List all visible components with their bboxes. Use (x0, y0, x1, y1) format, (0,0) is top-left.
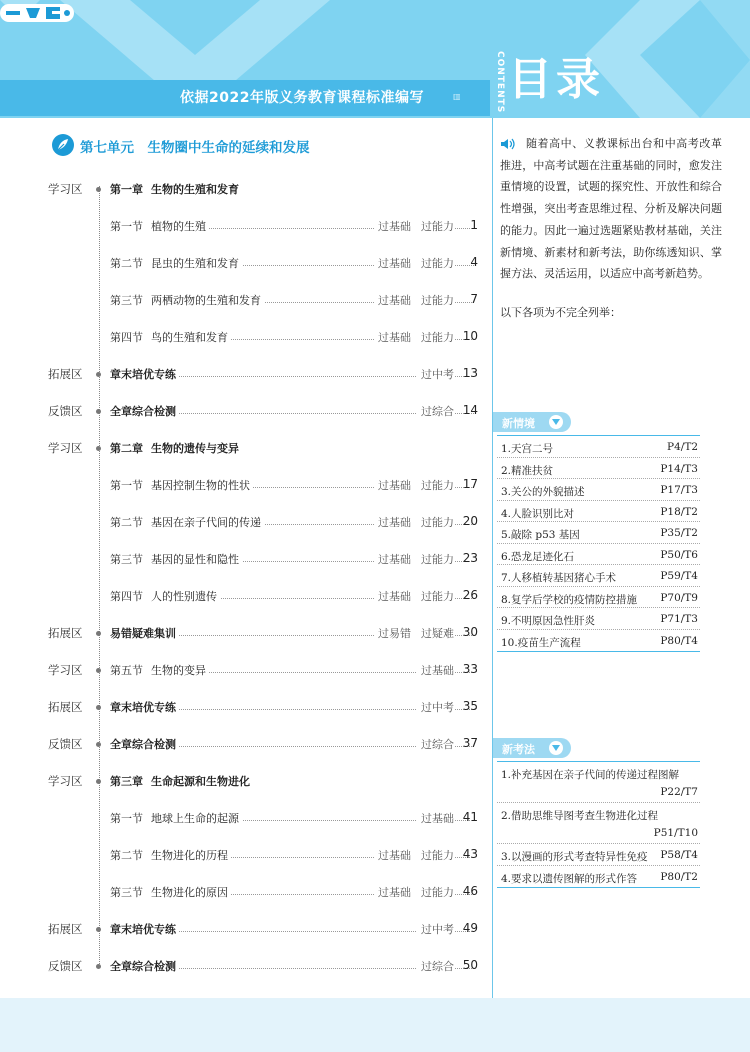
toc-tag: 过基础 (421, 812, 454, 825)
zone-dot (96, 779, 101, 784)
list-item[interactable] (497, 608, 700, 630)
toc-row[interactable] (110, 366, 478, 382)
toc-entry-label (110, 218, 209, 234)
toc-entry-title: 植物的生殖 (151, 220, 206, 233)
toc-tags (374, 847, 454, 863)
list-item-page: P17/T3 (660, 484, 698, 496)
list-item[interactable] (497, 762, 700, 803)
list-item[interactable] (497, 544, 700, 566)
toc-section-number: 第二节 (110, 257, 143, 270)
toc-tags (374, 884, 454, 900)
new-method-tag (493, 738, 571, 758)
toc-tags (417, 810, 454, 826)
toc-entry-title: 基因控制生物的性状 (151, 479, 250, 492)
toc-entry-title: 全章综合检测 (110, 405, 176, 418)
list-item-title: 4.人脸识别比对 (501, 507, 575, 520)
toc-tags (374, 255, 454, 271)
new-method-label: 新考法 (502, 743, 535, 756)
list-item[interactable] (497, 479, 700, 501)
list-item[interactable] (497, 458, 700, 480)
zone-label: 反馈区 (48, 959, 83, 973)
toc-row[interactable] (110, 218, 478, 234)
toc-tag: 过能力 (421, 294, 454, 307)
toc-section-number: 第三节 (110, 553, 143, 566)
toc-section-number: 第四节 (110, 331, 143, 344)
toc-tag: 过基础 (378, 294, 411, 307)
toc-entry-title: 全章综合检测 (110, 738, 176, 751)
toc-entry-title: 生物的遗传与变异 (151, 442, 239, 455)
toc-page-number: 13 (462, 366, 478, 380)
subtitle-mark: ▥ (453, 92, 461, 101)
toc-page-number: 17 (462, 477, 478, 491)
zone-label: 反馈区 (48, 404, 83, 418)
toc-page-number: 37 (462, 736, 478, 750)
toc-page-number: 1 (470, 218, 478, 232)
toc-page-number: 30 (462, 625, 478, 639)
toc-section-number: 第二节 (110, 849, 143, 862)
toc-section-number: 第一节 (110, 812, 143, 825)
zone-label: 反馈区 (48, 737, 83, 751)
toc-entry-title: 章末培优专练 (110, 701, 176, 714)
series-subtitle: 依据2022年版义务教育课程标准编写 (180, 90, 424, 106)
toc-tag: 过基础 (378, 886, 411, 899)
toc-section-number: 第三章 (110, 775, 143, 788)
toc-entry-label (110, 181, 242, 197)
toc-section-number: 第三节 (110, 294, 143, 307)
toc-page-number: 26 (462, 588, 478, 602)
toc-entry-title: 章末培优专练 (110, 923, 176, 936)
list-item-page: P50/T6 (660, 548, 698, 561)
list-item-page: P59/T4 (660, 570, 698, 582)
toc-section-number: 第一节 (110, 479, 143, 492)
toc-entry-title: 生物进化的历程 (151, 849, 228, 862)
list-item-page: P18/T2 (660, 505, 698, 518)
toc-row[interactable] (110, 699, 478, 715)
list-item[interactable] (497, 436, 700, 458)
list-item[interactable] (497, 587, 700, 609)
toc-row[interactable] (110, 477, 478, 493)
toc-tags (374, 292, 454, 308)
toc-entry-label (110, 884, 231, 900)
toc-row[interactable] (110, 551, 478, 567)
toc-tags (374, 218, 454, 234)
zone-label: 学习区 (48, 663, 83, 677)
toc-tag: 过能力 (421, 886, 454, 899)
list-item-title: 5.敲除 p53 基因 (501, 529, 580, 541)
list-item-title: 2.精准扶贫 (501, 464, 554, 477)
zone-label: 拓展区 (48, 700, 83, 714)
list-item-title: 4.要求以遗传图解的形式作答 (501, 872, 638, 885)
list-item[interactable] (497, 803, 700, 844)
list-item[interactable] (497, 866, 700, 888)
list-item-page: P22/T7 (660, 786, 698, 798)
toc-tag: 过基础 (378, 257, 411, 270)
toc-entry-title: 易错疑难集训 (110, 627, 176, 640)
list-item[interactable] (497, 522, 700, 544)
zone-dot (96, 742, 101, 747)
toc-tag: 过中考 (421, 368, 454, 381)
toc-page-number: 10 (462, 329, 478, 343)
toc-page-number: 46 (462, 884, 478, 898)
toc-row[interactable] (110, 514, 478, 530)
toc-entry-label (110, 958, 179, 974)
list-item-page: P51/T10 (653, 827, 698, 839)
list-item[interactable] (497, 844, 700, 866)
toc-tags (374, 514, 454, 530)
toc-page-number: 35 (462, 699, 478, 713)
toc-tags (417, 736, 454, 752)
toc-entry-title: 人的性别遗传 (151, 590, 217, 603)
list-item-page: P4/T2 (667, 441, 698, 453)
toc-section-number: 第四节 (110, 590, 143, 603)
toc-row[interactable] (110, 329, 478, 345)
toc-tag: 过易错 (378, 627, 411, 640)
zone-label: 拓展区 (48, 367, 83, 381)
toc-row[interactable] (110, 662, 478, 678)
toc-page-number: 20 (462, 514, 478, 528)
toc-entry-label (110, 403, 179, 419)
list-item-page: P70/T9 (660, 591, 698, 604)
list-item[interactable] (497, 501, 700, 523)
toc-entry-title: 生物的生殖和发育 (151, 183, 239, 196)
toc-tag: 过基础 (378, 220, 411, 233)
toc-tag: 过能力 (421, 220, 454, 233)
toc-tag: 过能力 (421, 331, 454, 344)
toc-row[interactable] (110, 403, 478, 419)
toc-entry-title: 章末培优专练 (110, 368, 176, 381)
toc-entry-label (110, 921, 179, 937)
toc-chapter-row[interactable] (110, 440, 478, 456)
toc-entry-label (110, 440, 242, 456)
toc-tag: 过中考 (421, 701, 454, 714)
page-footer-band (0, 998, 750, 1052)
toc-entry-title: 生命起源和生物进化 (151, 775, 250, 788)
toc-tag: 过能力 (421, 516, 454, 529)
toc-section-number: 第二节 (110, 516, 143, 529)
zone-dot (96, 668, 101, 673)
toc-tag: 过能力 (421, 479, 454, 492)
toc-page-number: 50 (462, 958, 478, 972)
toc-entry-label (110, 773, 253, 789)
toc-tags (374, 625, 454, 641)
toc-section-number: 第三节 (110, 886, 143, 899)
toc-entry-label (110, 810, 242, 826)
toc-entry-label (110, 588, 220, 604)
toc-entry-label (110, 662, 209, 678)
zone-dot (96, 927, 101, 932)
toc-tag: 过基础 (378, 590, 411, 603)
toc-row[interactable] (110, 736, 478, 752)
toc-page-number: 49 (462, 921, 478, 935)
leaf-pen-icon (52, 134, 74, 156)
toc-tags (374, 329, 454, 345)
toc-row[interactable] (110, 810, 478, 826)
zone-dot (96, 705, 101, 710)
list-item-title: 8.复学后学校的疫情防控措施 (501, 593, 638, 606)
chevron-down-icon (549, 415, 563, 429)
toc-entry-title: 基因的显性和隐性 (151, 553, 239, 566)
toc-page-number: 14 (462, 403, 478, 417)
toc-entry-title: 两栖动物的生殖和发育 (151, 294, 261, 307)
toc-tag: 过中考 (421, 923, 454, 936)
toc-tag: 过能力 (421, 590, 454, 603)
toc-row[interactable] (110, 958, 478, 974)
zone-label: 拓展区 (48, 922, 83, 936)
toc-tag: 过综合 (421, 738, 454, 751)
toc-section-number: 第一节 (110, 220, 143, 233)
toc-tags (417, 958, 454, 974)
toc-tags (417, 699, 454, 715)
list-item-page: P35/T2 (660, 527, 698, 539)
toc-entry-title: 生物的变异 (151, 664, 206, 677)
toc-tag: 过基础 (378, 849, 411, 862)
list-item-title: 10.疫苗生产流程 (501, 636, 581, 649)
zone-label: 学习区 (48, 182, 83, 196)
toc-row[interactable] (110, 588, 478, 604)
toc-entry-title: 昆虫的生殖和发育 (151, 257, 239, 270)
toc-entry-title: 全章综合检测 (110, 960, 176, 973)
toc-tag: 过能力 (421, 849, 454, 862)
toc-entry-label (110, 292, 264, 308)
list-item[interactable] (497, 630, 700, 652)
intro-note: 以下各项为不完全列举： (500, 306, 621, 319)
toc-tags (374, 477, 454, 493)
toc-tag: 过能力 (421, 257, 454, 270)
toc-chapter-row[interactable] (110, 773, 478, 789)
new-context-list (497, 435, 700, 652)
toc-page-number: 33 (462, 662, 478, 676)
toc-tags (417, 662, 454, 678)
toc-page-number: 7 (470, 292, 478, 306)
unit-title: 第七单元 生物圈中生命的延续和发展 (80, 140, 310, 156)
toc-row[interactable] (110, 292, 478, 308)
toc-entry-label (110, 699, 179, 715)
toc-section-number: 第二章 (110, 442, 143, 455)
list-item-page: P71/T3 (660, 613, 698, 625)
list-item-page: P80/T2 (660, 870, 698, 883)
toc-entry-label (110, 329, 231, 345)
zone-dot (96, 964, 101, 969)
toc-entry-label (110, 736, 179, 752)
intro-paragraph: 随着高中、义教课标出台和中高考改革推进，中高考试题在注重基础的同时，愈发注重情境的设置，试题的探究性、开放性和综合性增强，突出考查思维过程、分析及解决问题的能力。因此一遍过选题紧贴教材基础，关注新情境、新素材和新考法，助你练透知识、掌握方法、灵活运用，以适应中高考新趋势。 (500, 137, 722, 281)
list-item-title: 6.恐龙足迹化石 (501, 550, 575, 563)
toc-entry-title: 基因在亲子代间的传递 (151, 516, 261, 529)
toc-page-number: 23 (462, 551, 478, 565)
toc-entry-label (110, 625, 179, 641)
new-method-list (497, 761, 700, 888)
toc-row[interactable] (110, 921, 478, 937)
zone-label: 学习区 (48, 441, 83, 455)
new-context-label: 新情境 (502, 417, 535, 430)
list-item-page: P80/T4 (660, 634, 698, 647)
toc-entry-label (110, 477, 253, 493)
list-item-title: 1.天宫二号 (501, 443, 554, 455)
zone-dotted-line (99, 186, 100, 968)
brand-logo-icon (0, 0, 74, 26)
toc-tags (417, 366, 454, 382)
toc-tag: 过基础 (378, 553, 411, 566)
page-title: 目录 (508, 54, 604, 105)
toc-section-number: 第五节 (110, 664, 143, 677)
list-item-page: P58/T4 (660, 849, 698, 861)
toc-entry-label (110, 366, 179, 382)
toc-entry-label (110, 551, 242, 567)
chevron-down-icon (549, 741, 563, 755)
toc-entry-label (110, 255, 242, 271)
toc-tag: 过疑难 (421, 627, 454, 640)
toc-tag: 过综合 (421, 405, 454, 418)
toc-chapter-row[interactable] (110, 181, 478, 197)
zone-dot (96, 631, 101, 636)
toc-tag: 过基础 (378, 479, 411, 492)
zone-dot (96, 409, 101, 414)
zone-dot (96, 372, 101, 377)
list-item[interactable] (497, 565, 700, 587)
toc-tag: 过基础 (421, 664, 454, 677)
toc-row[interactable] (110, 255, 478, 271)
toc-page-number: 43 (462, 847, 478, 861)
toc-tags (374, 588, 454, 604)
toc-page-number: 41 (462, 810, 478, 824)
toc-row[interactable] (110, 625, 478, 641)
zone-dot (96, 187, 101, 192)
toc-tag: 过基础 (378, 331, 411, 344)
column-divider (492, 118, 493, 998)
zone-dot (96, 446, 101, 451)
contents-label: CONTENTS (495, 51, 505, 114)
toc-tag: 过基础 (378, 516, 411, 529)
list-item-title: 3.关公的外貌描述 (501, 486, 585, 498)
toc-tags (417, 921, 454, 937)
list-item-title: 2.借助思维导图考查生物进化过程 (501, 810, 659, 822)
toc-section-number: 第一章 (110, 183, 143, 196)
new-context-tag (493, 412, 571, 432)
toc-tag: 过能力 (421, 553, 454, 566)
list-item-title: 3.以漫画的形式考查特异性免疫 (501, 851, 648, 863)
toc-entry-title: 地球上生命的起源 (151, 812, 239, 825)
toc-entry-title: 鸟的生殖和发育 (151, 331, 228, 344)
toc-tags (417, 403, 454, 419)
toc-tags (374, 551, 454, 567)
toc-row[interactable] (110, 847, 478, 863)
header-banner (0, 0, 750, 118)
list-item-title: 7.人移植转基因猪心手术 (501, 572, 617, 584)
list-item-title: 1.补充基因在亲子代间的传递过程图解 (501, 769, 680, 781)
toc-entry-title: 生物进化的原因 (151, 886, 228, 899)
toc-row[interactable] (110, 884, 478, 900)
list-item-page: P14/T3 (660, 462, 698, 475)
zone-label: 拓展区 (48, 626, 83, 640)
toc-page-number: 4 (470, 255, 478, 269)
toc-entry-label (110, 847, 231, 863)
list-item-title: 9.不明原因急性肝炎 (501, 615, 596, 627)
toc-tag: 过综合 (421, 960, 454, 973)
zone-label: 学习区 (48, 774, 83, 788)
toc-entry-label (110, 514, 264, 530)
